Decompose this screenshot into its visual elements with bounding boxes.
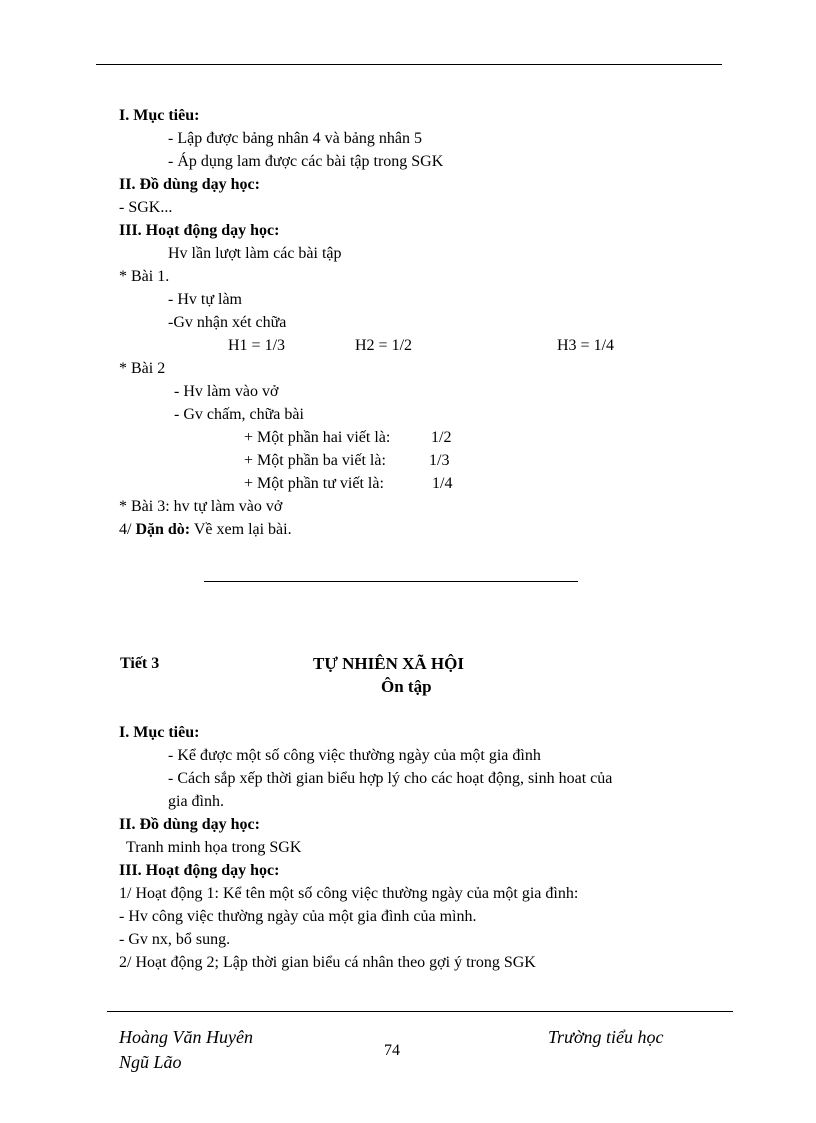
fraction-item-value: 1/4	[432, 475, 453, 492]
exercise-2-line: - Hv làm vào vở	[174, 383, 279, 400]
tools-text: Tranh minh họa trong SGK	[126, 839, 302, 856]
exercise-1-title: * Bài 1.	[119, 268, 170, 285]
tools-heading: II. Đồ dùng dạy học:	[119, 816, 260, 833]
goals-heading: I. Mục tiêu:	[119, 724, 200, 741]
fraction-item-label: + Một phần ba viết là:	[244, 452, 386, 469]
activity-line: - Hv công việc thường ngày của một gia đình của mình.	[119, 908, 477, 925]
exercise-3: * Bài 3: hv tự làm vào vở	[119, 498, 283, 515]
activities-intro: Hv lần lượt làm các bài tập	[168, 245, 342, 262]
answer-h2: H2 = 1/2	[355, 337, 413, 354]
homework-text: Về xem lại bài.	[193, 521, 292, 538]
fraction-item-label: + Một phần tư viết là:	[244, 475, 384, 492]
exercise-1-line: - Hv tự làm	[168, 291, 242, 308]
tools-text: - SGK...	[119, 199, 173, 216]
exercise-1-line: -Gv nhận xét chữa	[168, 314, 287, 331]
activities-heading: III. Hoạt động dạy học:	[119, 222, 280, 239]
footer-author: Hoàng Văn Huyên	[119, 1027, 253, 1047]
exercise-2-title: * Bài 2	[119, 360, 166, 377]
activity-line: 2/ Hoạt động 2; Lập thời gian biểu cá nhân theo gợi ý trong SGK	[119, 954, 536, 971]
homework-label: Dặn dò:	[135, 521, 191, 538]
section-separator	[204, 581, 578, 582]
activities-heading: III. Hoạt động dạy học:	[119, 862, 280, 879]
goals-heading: I. Mục tiêu:	[119, 107, 200, 124]
fraction-item-label: + Một phần hai viết là:	[244, 429, 391, 446]
goal-item: - Kể được một số công việc thường ngày của một gia đình	[168, 747, 541, 764]
footer-rule	[107, 1011, 733, 1012]
header-rule	[96, 64, 722, 65]
exercise-2-line: - Gv chấm, chữa bài	[174, 406, 304, 423]
goal-item: - Áp dụng lam được các bài tập trong SGK	[168, 153, 444, 170]
tools-heading: II. Đồ dùng dạy học:	[119, 176, 260, 193]
activity-line: 1/ Hoạt động 1: Kể tên một số công việc thường ngày của một gia đình:	[119, 885, 579, 902]
fraction-item-value: 1/2	[431, 429, 452, 446]
activity-line: - Gv nx, bổ sung.	[119, 931, 231, 948]
lesson-title: Ôn tập	[381, 677, 432, 696]
homework-prefix: 4/	[119, 521, 132, 538]
goal-item-continued: gia đình.	[168, 793, 224, 810]
goal-item: - Lập được bảng nhân 4 và bảng nhân 5	[168, 130, 422, 147]
footer-location: Ngũ Lão	[119, 1052, 182, 1072]
homework	[119, 520, 292, 540]
page-number: 74	[384, 1042, 400, 1059]
subject-title: TỰ NHIÊN XÃ HỘI	[313, 654, 464, 673]
footer-school: Trường tiểu học	[548, 1027, 664, 1047]
period-label: Tiết 3	[120, 655, 160, 672]
fraction-item-value: 1/3	[429, 452, 450, 469]
answer-h1: H1 = 1/3	[228, 337, 286, 354]
answer-h3: H3 = 1/4	[557, 337, 615, 354]
goal-item: - Cách sắp xếp thời gian biểu hợp lý cho các hoạt động, sinh hoat của	[168, 770, 613, 787]
